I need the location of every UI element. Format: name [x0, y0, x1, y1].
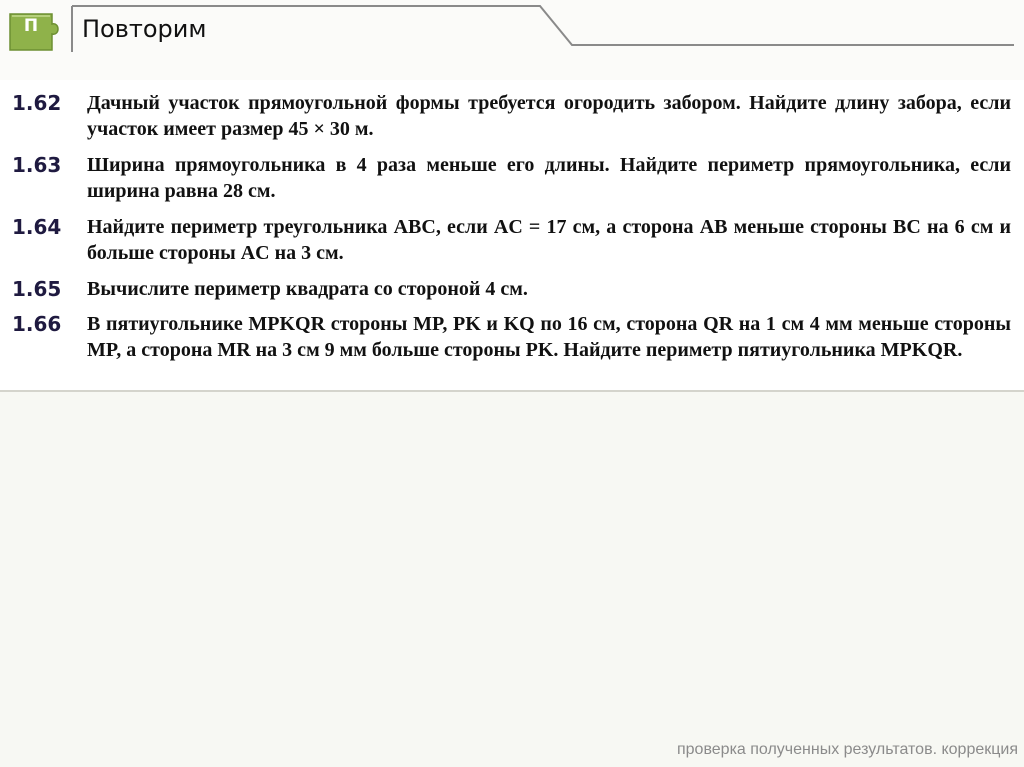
problem-text: Вычислите периметр квадрата со стороной 4 см. [87, 278, 528, 300]
problem-number: 1.63 [12, 153, 62, 177]
page-title: Повторим [82, 15, 207, 43]
problem-number: 1.64 [12, 215, 62, 239]
badge-letter: П [23, 16, 39, 36]
problems-panel [0, 80, 1024, 392]
problem-number: 1.66 [12, 312, 62, 336]
puzzle-piece-icon [8, 12, 60, 52]
problem-text: В пятиугольнике MPKQR стороны MP, PK и KQ по 16 см, сторона QR на 1 см 4 мм меньше стороны MP, а сторона MR на 3 см 9 мм больше стороны PK. Найдите периметр пятиугольника MPKQR. [87, 313, 1011, 361]
problem-text: Дачный участок прямоугольной формы требуется огородить забором. Найдите длину забора, если участок имеет размер 45 × 30 м. [87, 92, 1011, 140]
problem-text: Ширина прямоугольника в 4 раза меньше его длины. Найдите периметр прямоугольника, если ширина равна 28 см. [87, 154, 1011, 202]
footer-note: проверка полученных результатов. коррекция [676, 741, 1018, 758]
problem-number: 1.62 [12, 91, 62, 115]
problem-text: Найдите периметр треугольника ABC, если AC = 17 см, а сторона AB меньше стороны BC на 6 см и больше стороны AC на 3 см. [87, 216, 1011, 264]
problem-number: 1.65 [12, 277, 62, 301]
